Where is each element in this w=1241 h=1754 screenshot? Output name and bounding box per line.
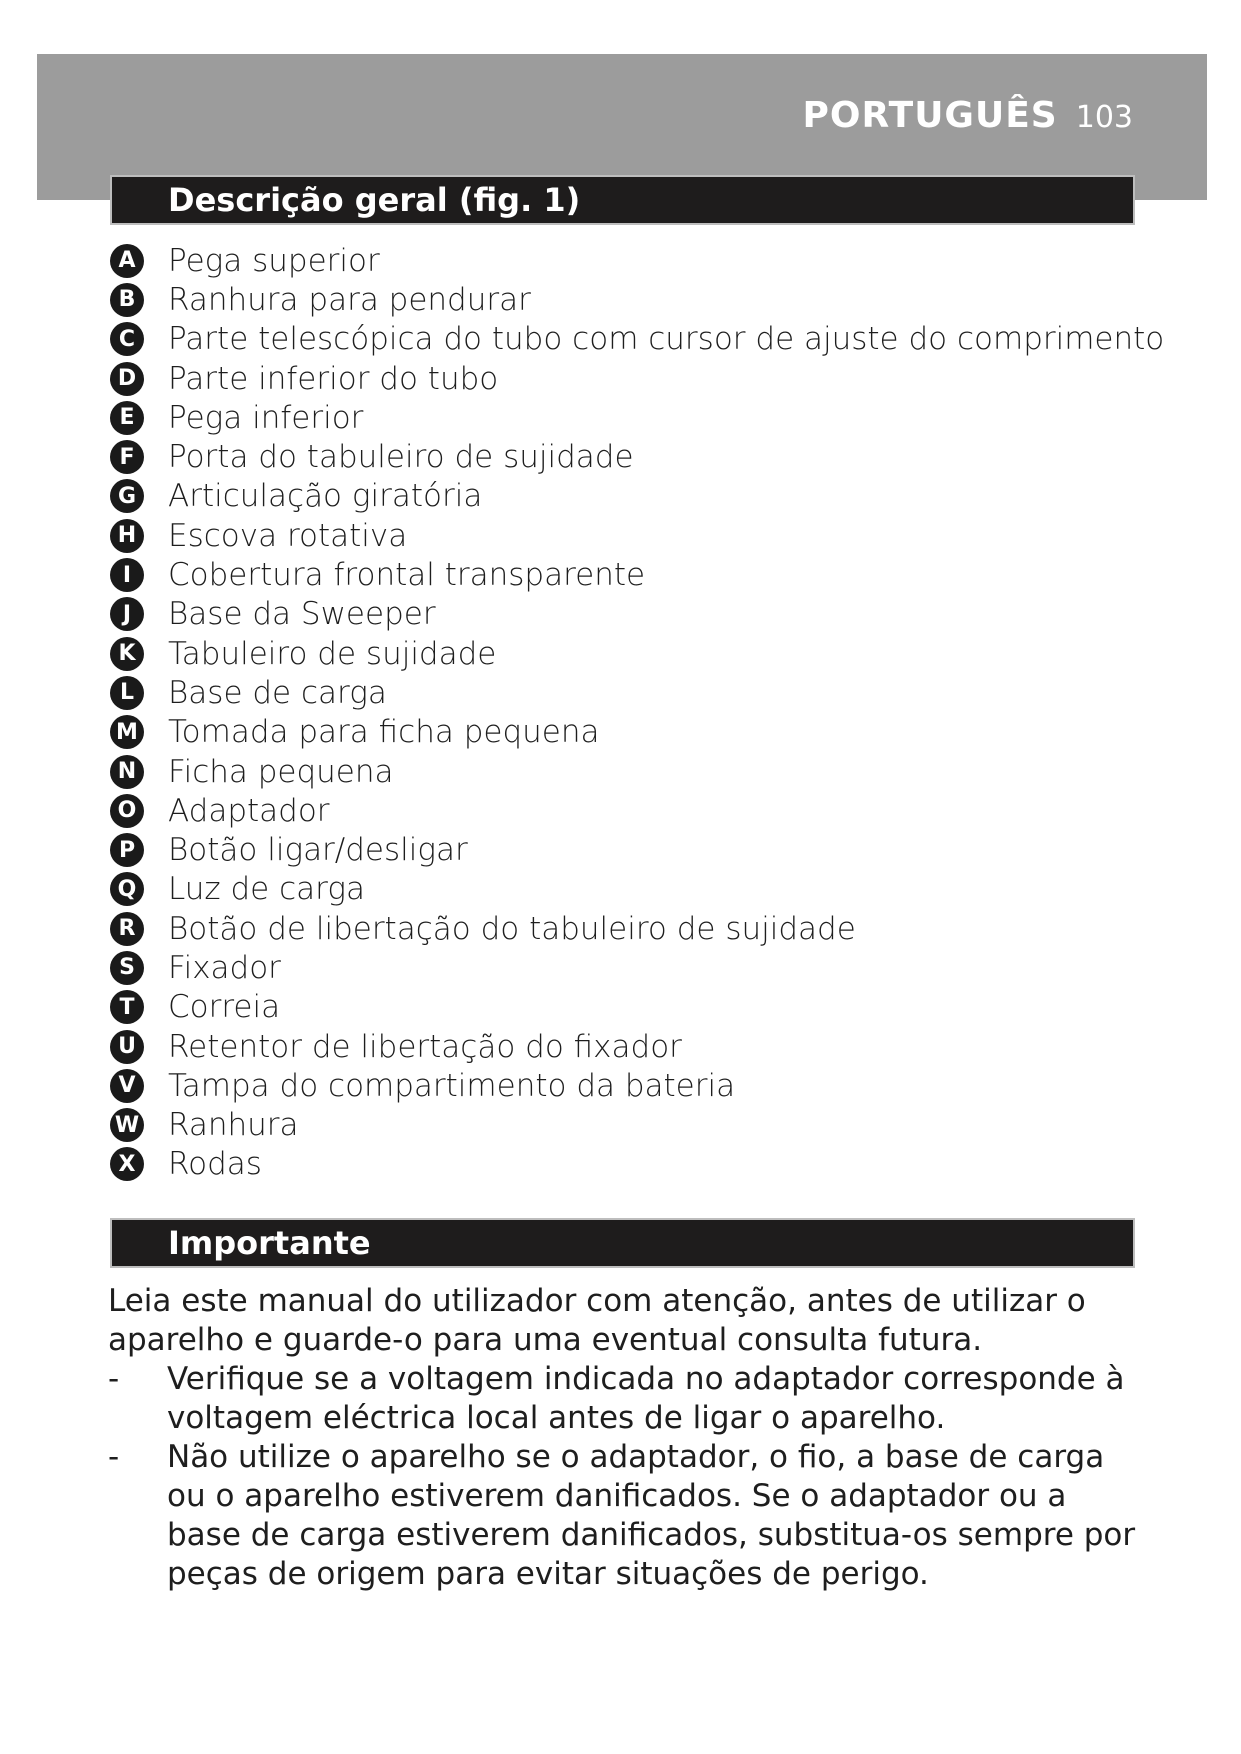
legend-item: [110, 1066, 1164, 1105]
letter-badge-icon: I: [110, 558, 144, 592]
section-heading-overview: [110, 175, 1135, 225]
letter-badge-icon: J: [110, 597, 144, 631]
legend-item: [110, 398, 1164, 437]
legend-label: Ficha pequena: [168, 753, 394, 790]
warning-item: [108, 1360, 1148, 1438]
bullet-dash: -: [108, 1439, 120, 1475]
overview-title: Descrição geral (fig. 1): [168, 181, 581, 219]
legend-item: [110, 359, 1164, 398]
legend-item: [110, 909, 1164, 948]
warning-item: [108, 1438, 1148, 1594]
legend-item: [110, 516, 1164, 555]
letter-badge-icon: C: [110, 322, 144, 356]
legend-label: Base da Sweeper: [168, 596, 436, 633]
legend-item: [110, 437, 1164, 476]
legend-item: [110, 1106, 1164, 1145]
legend-label: Botão de libertação do tabuleiro de sujidade: [168, 910, 856, 947]
letter-badge-icon: P: [110, 833, 144, 867]
legend-item: [110, 320, 1164, 359]
legend-label: Retentor de libertação do fixador: [168, 1028, 682, 1065]
warnings-list: [108, 1360, 1148, 1594]
legend-item: [110, 595, 1164, 634]
important-title: Importante: [168, 1224, 371, 1262]
legend-label: Adaptador: [168, 792, 330, 829]
letter-badge-icon: X: [110, 1147, 144, 1181]
language-label: PORTUGUÊS: [802, 95, 1058, 136]
important-intro: Leia este manual do utilizador com atenção, antes de utilizar o aparelho e guarde-o para uma eventual consulta futura.: [108, 1283, 1086, 1358]
letter-badge-icon: T: [110, 990, 144, 1024]
legend-item: [110, 1145, 1164, 1184]
legend-label: Rodas: [168, 1146, 262, 1183]
letter-badge-icon: A: [110, 244, 144, 278]
letter-badge-icon: G: [110, 479, 144, 513]
legend-label: Ranhura: [168, 1107, 299, 1144]
page-number: 103: [1075, 100, 1133, 135]
legend-label: Parte inferior do tubo: [168, 360, 499, 397]
legend-item: [110, 555, 1164, 594]
legend-label: Tabuleiro de sujidade: [168, 635, 497, 672]
legend-label: Fixador: [168, 949, 281, 986]
legend-label: Parte telescópica do tubo com cursor de ajuste do comprimento: [168, 321, 1165, 358]
letter-badge-icon: F: [110, 440, 144, 474]
legend-item: [110, 988, 1164, 1027]
legend-label: Cobertura frontal transparente: [168, 557, 646, 594]
legend-item: [110, 634, 1164, 673]
letter-badge-icon: L: [110, 676, 144, 710]
legend-item: [110, 752, 1164, 791]
page-header: [803, 95, 1133, 136]
letter-badge-icon: R: [110, 912, 144, 946]
letter-badge-icon: Q: [110, 872, 144, 906]
bullet-dash: -: [108, 1361, 120, 1397]
legend-item: [110, 673, 1164, 712]
legend-item: [110, 477, 1164, 516]
legend-label: Escova rotativa: [168, 517, 408, 554]
letter-badge-icon: B: [110, 283, 144, 317]
letter-badge-icon: O: [110, 794, 144, 828]
legend-item: [110, 948, 1164, 987]
legend-label: Porta do tabuleiro de sujidade: [168, 439, 634, 476]
legend-label: Base de carga: [168, 674, 387, 711]
legend-label: Correia: [168, 989, 281, 1026]
legend-item: [110, 791, 1164, 830]
letter-badge-icon: K: [110, 637, 144, 671]
letter-badge-icon: S: [110, 951, 144, 985]
legend-label: Tomada para ficha pequena: [168, 714, 600, 751]
letter-badge-icon: E: [110, 401, 144, 435]
letter-badge-icon: W: [110, 1108, 144, 1142]
letter-badge-icon: N: [110, 755, 144, 789]
section-heading-important: [110, 1218, 1135, 1268]
legend-item: [110, 280, 1164, 319]
letter-badge-icon: H: [110, 519, 144, 553]
letter-badge-icon: V: [110, 1069, 144, 1103]
letter-badge-icon: D: [110, 362, 144, 396]
parts-legend: [110, 241, 1164, 1184]
legend-label: Pega inferior: [168, 399, 364, 436]
legend-item: [110, 870, 1164, 909]
legend-label: Ranhura para pendurar: [168, 281, 531, 318]
legend-item: [110, 241, 1164, 280]
warning-text: Não utilize o aparelho se o adaptador, o fio, a base de carga ou o aparelho estiverem danificados. Se o adaptador ou a base de carga estiverem danificados, substitua-os sempre por peças de origem para evitar situações de perigo.: [167, 1439, 1136, 1592]
letter-badge-icon: U: [110, 1030, 144, 1064]
legend-label: Luz de carga: [168, 871, 365, 908]
warning-text: Verifique se a voltagem indicada no adaptador corresponde à voltagem eléctrica local antes de ligar o aparelho.: [167, 1361, 1125, 1436]
legend-item: [110, 1027, 1164, 1066]
letter-badge-icon: M: [110, 715, 144, 749]
legend-label: Pega superior: [168, 242, 380, 279]
legend-item: [110, 713, 1164, 752]
legend-label: Articulação giratória: [168, 478, 483, 515]
legend-item: [110, 830, 1164, 869]
legend-label: Botão ligar/desligar: [168, 832, 468, 869]
legend-label: Tampa do compartimento da bateria: [168, 1067, 736, 1104]
